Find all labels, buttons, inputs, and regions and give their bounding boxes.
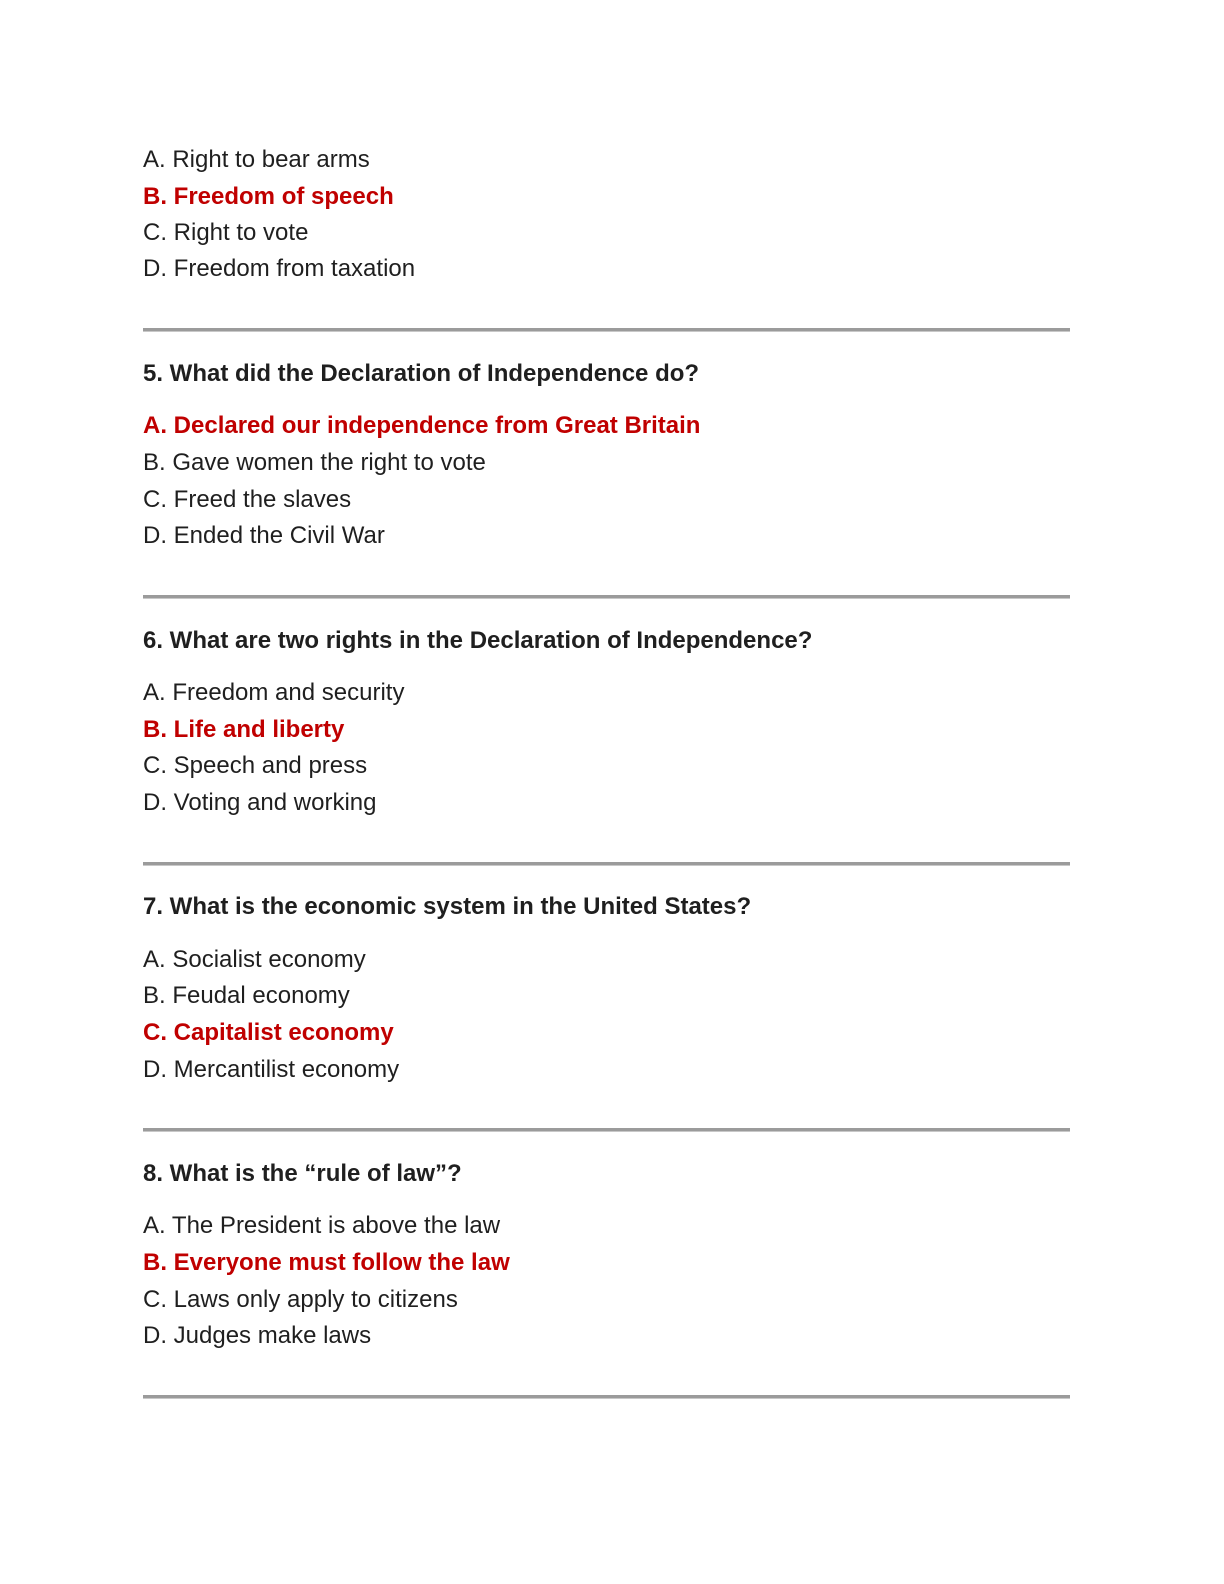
q5-option-d: D. Ended the Civil War	[143, 522, 385, 549]
q7-option-b: B. Feudal economy	[143, 982, 350, 1009]
divider	[143, 595, 1070, 598]
divider	[143, 1128, 1070, 1131]
q5-option-c: C. Freed the slaves	[143, 486, 352, 513]
q7-option-a: A. Socialist economy	[143, 946, 366, 973]
q5-question: 5. What did the Declaration of Independence do?	[143, 360, 700, 387]
q8-question: 8. What is the “rule of law”?	[143, 1160, 462, 1187]
q4-option-a: A. Right to bear arms	[143, 146, 370, 173]
q6-question: 6. What are two rights in the Declaration of Independence?	[143, 627, 813, 654]
q7-option-c-correct: C. Capitalist economy	[143, 1019, 394, 1046]
q8-option-d: D. Judges make laws	[143, 1322, 372, 1349]
q8-option-a: A. The President is above the law	[143, 1212, 501, 1239]
divider	[143, 862, 1070, 865]
q6-option-c: C. Speech and press	[143, 752, 368, 779]
q7-option-d: D. Mercantilist economy	[143, 1056, 400, 1083]
q7-question: 7. What is the economic system in the United States?	[143, 893, 752, 920]
q6-option-a: A. Freedom and security	[143, 679, 405, 706]
q8-option-c: C. Laws only apply to citizens	[143, 1286, 458, 1313]
q6-option-d: D. Voting and working	[143, 789, 377, 816]
q4-option-d: D. Freedom from taxation	[143, 255, 416, 282]
divider	[143, 328, 1070, 331]
divider	[143, 1395, 1070, 1398]
q5-option-a-correct: A. Declared our independence from Great Britain	[143, 412, 701, 439]
q4-option-b-correct: B. Freedom of speech	[143, 183, 394, 210]
q4-option-c: C. Right to vote	[143, 219, 309, 246]
q5-option-b: B. Gave women the right to vote	[143, 449, 486, 476]
q8-option-b-correct: B. Everyone must follow the law	[143, 1249, 510, 1276]
q6-option-b-correct: B. Life and liberty	[143, 716, 345, 743]
